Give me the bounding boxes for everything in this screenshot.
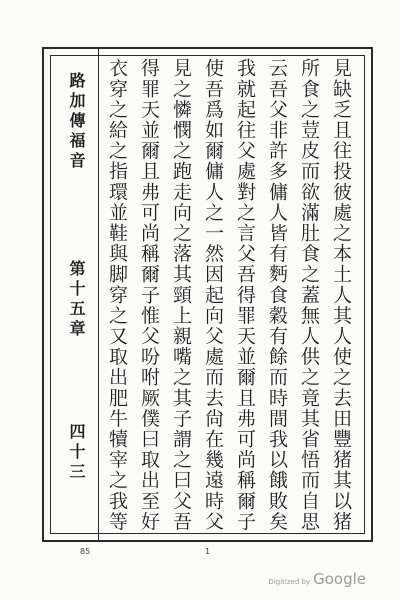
text-line: 所食之荳皮而欲滿肚食之蓋無人供之竟其省悟而自思 <box>298 58 320 532</box>
header-divider <box>98 48 99 541</box>
book-title: 路加傳福音 <box>67 72 86 172</box>
text-line: 得罪天並爾且弗可尚稱爾子惟父吩咐厥僕曰取出至好 <box>138 58 160 532</box>
text-line: 云吾父非許多傭人皆有麪食穀有餘而時間我以餓敗矣 <box>266 58 288 532</box>
text-line: 見之憐憫之跑走向之落其頸上親嘴之其子謂之曰父吾 <box>170 58 192 532</box>
footer-number: 85 <box>80 547 91 556</box>
footer-mark: 1 <box>205 547 211 556</box>
watermark-brand: Google <box>313 570 366 588</box>
digitized-watermark <box>268 569 366 588</box>
running-header <box>59 58 93 532</box>
page-number: 四十三 <box>67 423 86 483</box>
text-line: 衣穿之給之指環並鞋與脚穿之又取出肥牛犢宰之我等 <box>106 58 128 532</box>
text-line: 使吾爲如爾傭人之一然因起向父處而去尙在幾遠時父 <box>202 58 224 532</box>
text-line: 見缺乏且往投彼處之本土人其人使之去田豐猪其以猪 <box>330 58 352 532</box>
text-line: 我就起往父處對之言父吾得罪天並爾且弗可尚稱爾子 <box>234 58 256 532</box>
chapter-label: 第十五章 <box>67 260 86 340</box>
text-body <box>103 58 363 532</box>
watermark-prefix: Digitized by <box>268 578 311 586</box>
